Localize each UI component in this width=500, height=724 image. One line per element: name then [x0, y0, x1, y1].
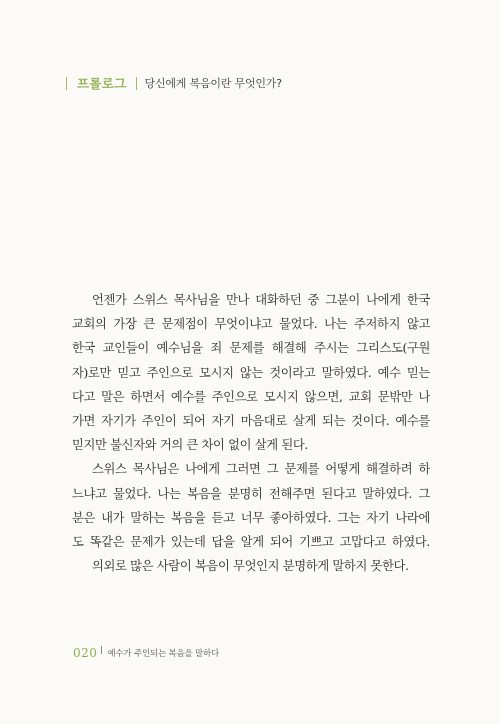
paragraph	[72, 288, 430, 457]
text-line: 느냐고 물었다. 나는 복음을 분명히 전해주면 된다고 말하였다. 그	[72, 486, 430, 501]
text-line: 가면 자기가 주인이 되어 자기 마음대로 살게 되는 것이다. 예수를	[72, 413, 430, 428]
text-line: 의외로 많은 사람이 복음이 무엇인지 분명하게 말하지 못한다.	[92, 559, 409, 574]
text-line: 한국 교인들이 예수님을 죄 문제를 해결해 주시는 그리스도(구원	[72, 341, 430, 356]
text-line: 다고 말은 하면서 예수를 주인으로 모시지 않으면, 교회 문밖만 나	[72, 389, 430, 404]
chapter-label: 프롤로그	[77, 76, 127, 91]
text-line: 분은 내가 말하는 복음을 듣고 너무 좋아하였다. 그는 자기 나라에	[72, 510, 430, 525]
text-line: 언젠가 스위스 목사님을 만나 대화하던 중 그분이 나에게 한국	[92, 293, 430, 307]
paragraph	[72, 457, 430, 554]
text-line: 교회의 가장 큰 문제점이 무엇이냐고 물었다. 나는 주저하지 않고	[72, 317, 430, 332]
text-line: 도 똑같은 문제가 있는데 답을 알게 되어 기쁘고 고맙다고 하였다.	[72, 534, 430, 549]
header-divider-left	[66, 77, 67, 90]
text-line: 자)로만 믿고 주인으로 모시지 않는 것이라고 말하였다. 예수 믿는	[72, 365, 430, 380]
page-number: 020	[73, 646, 98, 660]
text-line: 믿지만 불신자와 거의 큰 차이 없이 살게 된다.	[72, 438, 308, 453]
book-title: 예수가 주인되는 복음을 말하다	[107, 649, 220, 659]
paragraph	[72, 554, 430, 578]
header-divider-right	[136, 77, 137, 90]
running-header	[66, 74, 282, 92]
body-text	[72, 288, 430, 578]
footer-divider	[101, 646, 102, 654]
chapter-subtitle: 당신에게 복음이란 무엇인가?	[144, 77, 282, 90]
text-line: 스위스 목사님은 나에게 그러면 그 문제를 어떻게 해결하려 하	[92, 462, 430, 477]
page-footer	[73, 646, 219, 660]
